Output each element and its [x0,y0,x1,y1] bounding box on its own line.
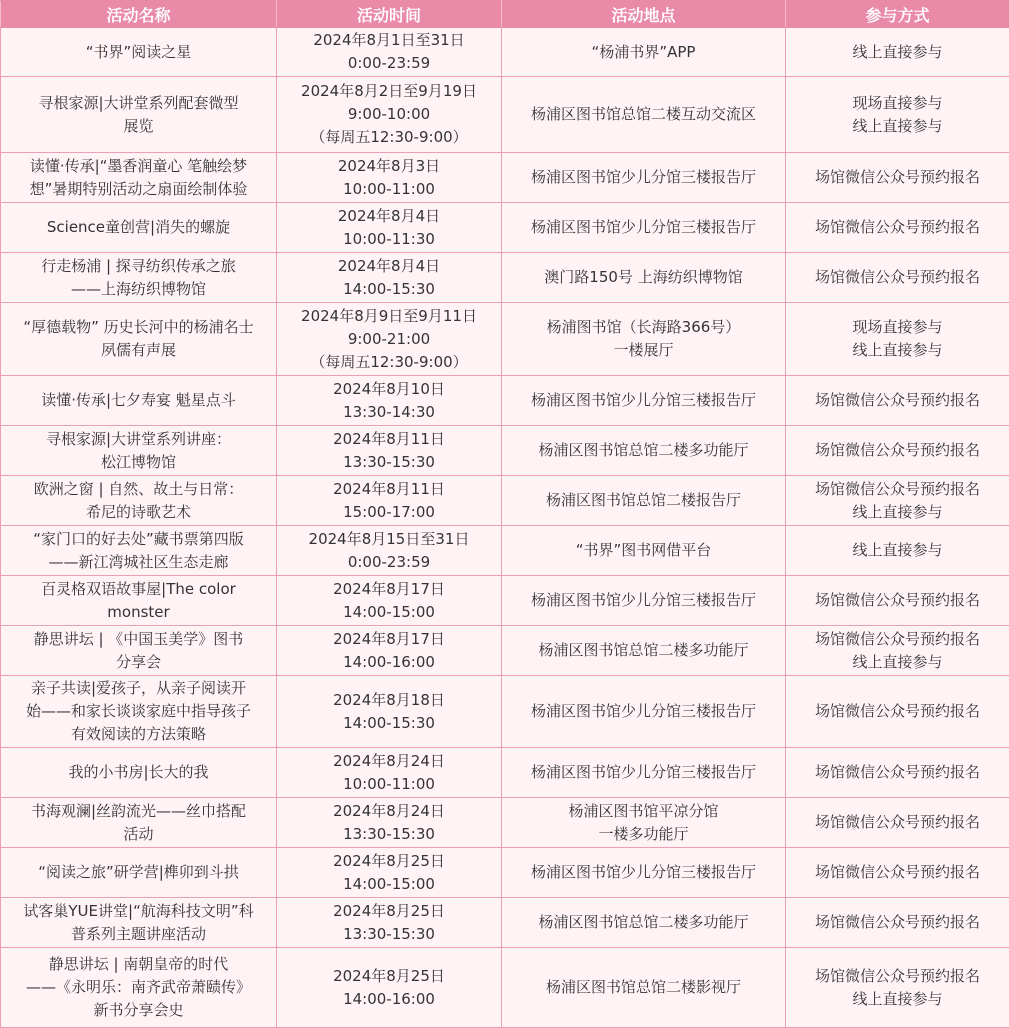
cell-activity-name: “书界”阅读之星 [1,28,277,77]
header-activity-place: 活动地点 [502,1,786,28]
cell-activity-place: 杨浦区图书馆总馆二楼互动交流区 [502,77,786,153]
table-row [1,626,1009,676]
cell-activity-time: 2024年8月9日至9月11日 9:00-21:00 （每周五12:30-9:00） [277,303,502,376]
cell-activity-place: 杨浦区图书馆少儿分馆三楼报告厅 [502,376,786,426]
cell-activity-name: 行走杨浦 | 探寻纺织传承之旅 ——上海纺织博物馆 [1,253,277,303]
cell-participation-mode: 场馆微信公众号预约报名 [786,376,1009,426]
table-row [1,28,1009,77]
cell-participation-mode: 场馆微信公众号预约报名 [786,898,1009,948]
header-row [1,1,1009,28]
cell-participation-mode: 现场直接参与 线上直接参与 [786,77,1009,153]
cell-activity-place: 杨浦区图书馆少儿分馆三楼报告厅 [502,153,786,203]
cell-activity-time: 2024年8月2日至9月19日 9:00-10:00 （每周五12:30-9:00） [277,77,502,153]
cell-participation-mode: 场馆微信公众号预约报名 [786,576,1009,626]
header-activity-name: 活动名称 [1,1,277,28]
cell-activity-place: 杨浦区图书馆少儿分馆三楼报告厅 [502,848,786,898]
cell-activity-place: 杨浦区图书馆总馆二楼多功能厅 [502,898,786,948]
cell-activity-name: 试客巢YUE讲堂|“航海科技文明”科 普系列主题讲座活动 [1,898,277,948]
table-row [1,426,1009,476]
cell-participation-mode: 场馆微信公众号预约报名 [786,153,1009,203]
cell-activity-place: 杨浦区图书馆平凉分馆 一楼多功能厅 [502,798,786,848]
table-row [1,576,1009,626]
table-row [1,748,1009,798]
cell-activity-name: 寻根家源|大讲堂系列配套微型 展览 [1,77,277,153]
cell-activity-time: 2024年8月15日至31日 0:00-23:59 [277,526,502,576]
cell-activity-place: 杨浦区图书馆少儿分馆三楼报告厅 [502,676,786,748]
cell-activity-name: “家门口的好去处”藏书票第四版 ——新江湾城社区生态走廊 [1,526,277,576]
cell-participation-mode: 现场直接参与 线上直接参与 [786,303,1009,376]
cell-activity-time: 2024年8月17日 14:00-16:00 [277,626,502,676]
cell-activity-name: 百灵格双语故事屋|The color monster [1,576,277,626]
cell-activity-place: 杨浦图书馆（长海路366号） 一楼展厅 [502,303,786,376]
table-row [1,476,1009,526]
cell-participation-mode: 场馆微信公众号预约报名 线上直接参与 [786,626,1009,676]
cell-participation-mode: 场馆微信公众号预约报名 线上直接参与 [786,476,1009,526]
cell-activity-place: 杨浦区图书馆少儿分馆三楼报告厅 [502,203,786,253]
cell-activity-name: 我的小书房|长大的我 [1,748,277,798]
cell-activity-time: 2024年8月1日至31日 0:00-23:59 [277,28,502,77]
cell-activity-place: 杨浦区图书馆总馆二楼多功能厅 [502,426,786,476]
cell-activity-time: 2024年8月11日 13:30-15:30 [277,426,502,476]
cell-activity-time: 2024年8月25日 13:30-15:30 [277,898,502,948]
header-activity-time: 活动时间 [277,1,502,28]
cell-activity-time: 2024年8月4日 10:00-11:30 [277,203,502,253]
cell-participation-mode: 场馆微信公众号预约报名 [786,426,1009,476]
cell-activity-time: 2024年8月24日 13:30-15:30 [277,798,502,848]
table-row [1,77,1009,153]
cell-activity-time: 2024年8月11日 15:00-17:00 [277,476,502,526]
cell-activity-time: 2024年8月17日 14:00-15:00 [277,576,502,626]
cell-activity-name: 读懂·传承|“墨香润童心 笔触绘梦 想”暑期特别活动之扇面绘制体验 [1,153,277,203]
cell-activity-time: 2024年8月25日 14:00-15:00 [277,848,502,898]
cell-participation-mode: 线上直接参与 [786,28,1009,77]
cell-participation-mode: 场馆微信公众号预约报名 [786,253,1009,303]
cell-activity-place: 杨浦区图书馆总馆二楼报告厅 [502,476,786,526]
cell-activity-place: 杨浦区图书馆少儿分馆三楼报告厅 [502,576,786,626]
table-row [1,376,1009,426]
cell-activity-name: 亲子共读|爱孩子，从亲子阅读开 始——和家长谈谈家庭中指导孩子 有效阅读的方法策略 [1,676,277,748]
cell-activity-name: “阅读之旅”研学营|榫卯到斗拱 [1,848,277,898]
table-row [1,153,1009,203]
cell-activity-time: 2024年8月24日 10:00-11:00 [277,748,502,798]
cell-activity-time: 2024年8月18日 14:00-15:30 [277,676,502,748]
cell-participation-mode: 场馆微信公众号预约报名 线上直接参与 [786,948,1009,1028]
table-row [1,848,1009,898]
cell-activity-place: 澳门路150号 上海纺织博物馆 [502,253,786,303]
cell-activity-time: 2024年8月4日 14:00-15:30 [277,253,502,303]
cell-participation-mode: 场馆微信公众号预约报名 [786,848,1009,898]
cell-activity-name: Science童创营|消失的螺旋 [1,203,277,253]
table-row [1,798,1009,848]
cell-activity-name: 欧洲之窗 | 自然、故土与日常： 希尼的诗歌艺术 [1,476,277,526]
table-row [1,303,1009,376]
cell-activity-place: 杨浦区图书馆总馆二楼影视厅 [502,948,786,1028]
cell-participation-mode: 场馆微信公众号预约报名 [786,798,1009,848]
cell-participation-mode: 场馆微信公众号预约报名 [786,203,1009,253]
header-participation-mode: 参与方式 [786,1,1009,28]
cell-activity-name: 寻根家源|大讲堂系列讲座： 松江博物馆 [1,426,277,476]
cell-activity-place: “杨浦书界”APP [502,28,786,77]
cell-participation-mode: 场馆微信公众号预约报名 [786,676,1009,748]
table-row [1,948,1009,1028]
cell-activity-place: 杨浦区图书馆少儿分馆三楼报告厅 [502,748,786,798]
table-row [1,526,1009,576]
cell-activity-time: 2024年8月25日 14:00-16:00 [277,948,502,1028]
table-row [1,676,1009,748]
cell-activity-time: 2024年8月3日 10:00-11:00 [277,153,502,203]
cell-activity-place: “书界”图书网借平台 [502,526,786,576]
cell-activity-name: 书海观澜|丝韵流光——丝巾搭配 活动 [1,798,277,848]
cell-activity-place: 杨浦区图书馆总馆二楼多功能厅 [502,626,786,676]
cell-activity-time: 2024年8月10日 13:30-14:30 [277,376,502,426]
cell-activity-name: 静思讲坛 | 南朝皇帝的时代 ——《永明乐：南齐武帝萧赜传》 新书分享会史 [1,948,277,1028]
table-row [1,203,1009,253]
cell-activity-name: “厚德载物” 历史长河中的杨浦名士 夙儒有声展 [1,303,277,376]
table-row [1,898,1009,948]
cell-participation-mode: 场馆微信公众号预约报名 [786,748,1009,798]
cell-participation-mode: 线上直接参与 [786,526,1009,576]
cell-activity-name: 读懂·传承|七夕寿宴 魁星点斗 [1,376,277,426]
cell-activity-name: 静思讲坛 | 《中国玉美学》图书 分享会 [1,626,277,676]
table-row [1,253,1009,303]
